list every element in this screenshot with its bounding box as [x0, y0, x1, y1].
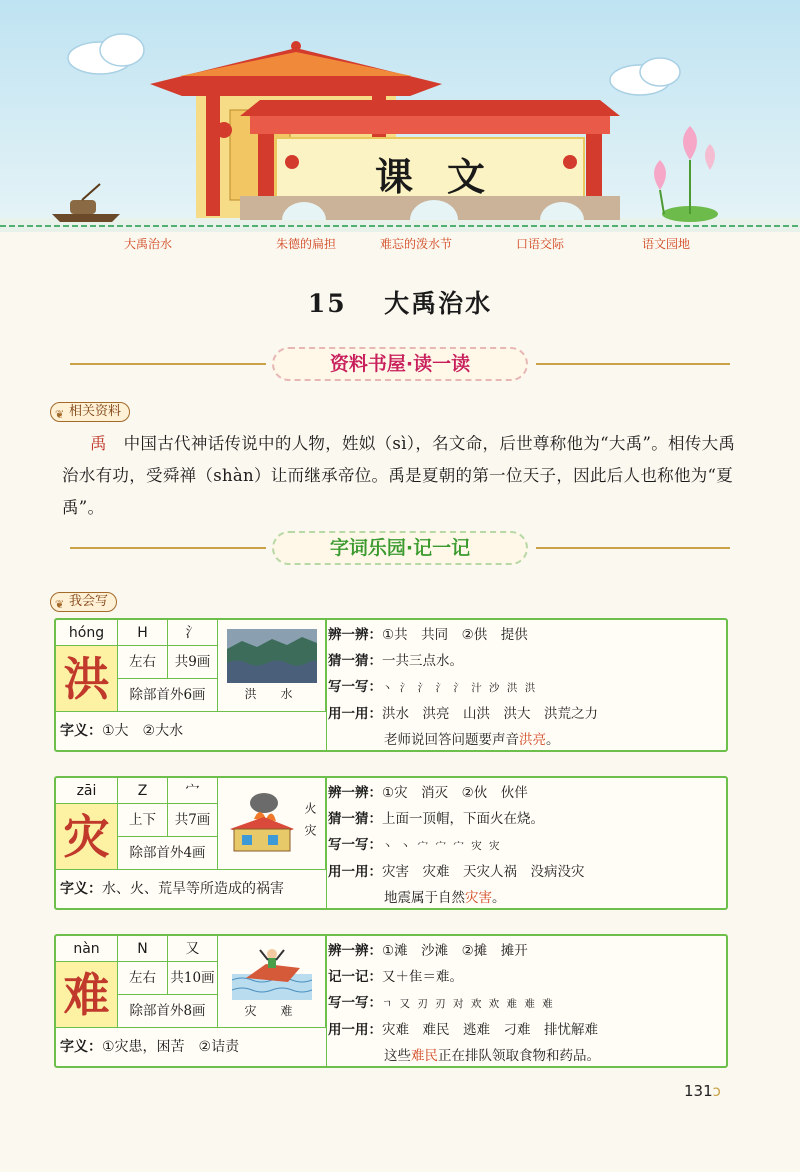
section-label: 资料书屋·读一读	[272, 347, 528, 381]
initial-letter: Z	[118, 778, 168, 804]
character: 洪	[56, 646, 118, 712]
extra-strokes: 除部首外4画	[118, 837, 218, 870]
meaning-text: ①灾患，困苦 ②诘责	[102, 1039, 240, 1055]
line-use: 用一用：灾害 灾难 天灾人祸 没病没灾	[328, 864, 585, 880]
nav-item-5[interactable]: 语文园地	[642, 237, 691, 251]
line-write: 写一写：ㄱ 又 刃 刃 对 欢 欢 难 难 难	[328, 995, 555, 1011]
line-riddle: 猜一猜：一共三点水。	[328, 653, 463, 669]
char-card-zai	[54, 776, 728, 910]
section-words	[70, 528, 730, 568]
pinyin: zāi	[56, 778, 118, 804]
illustration	[218, 778, 326, 870]
illustration	[218, 620, 326, 712]
swirl-icon: ↄ	[712, 1082, 721, 1100]
practice-lines	[328, 622, 726, 753]
character: 灾	[56, 804, 118, 870]
meaning	[56, 1030, 326, 1066]
example-sentence: 这些难民正在排队领取食物和药品。	[384, 1048, 600, 1064]
tag-label: 相关资料	[69, 404, 122, 419]
scroll-icon: ❦	[55, 408, 65, 421]
fire-house-icon	[224, 789, 298, 859]
extra-strokes: 除部首外8画	[118, 995, 218, 1028]
example-sentence: 地震属于自然灾害。	[384, 890, 506, 906]
banner-title: 课文	[374, 154, 519, 199]
example-sentence: 老师说回答问题要声音洪亮。	[384, 732, 560, 748]
practice-lines	[328, 780, 726, 911]
tag-label: 我会写	[69, 594, 109, 609]
structure: 上下	[118, 804, 168, 837]
radical: 又	[168, 936, 218, 962]
line-write: 写一写：丶 氵 氵 氵 氵 汁 沙 洪 洪	[328, 679, 538, 695]
page-number: 131ↄ	[684, 1082, 721, 1100]
character: 难	[56, 962, 118, 1028]
meaning-text: ①大 ②大水	[102, 723, 184, 739]
char-card-nan	[54, 934, 728, 1068]
tag-related-info	[50, 402, 130, 422]
initial-letter: H	[118, 620, 168, 646]
lesson-title	[0, 284, 800, 320]
divider	[536, 363, 730, 365]
nav-item-2[interactable]: 朱德的扁担	[276, 237, 337, 251]
char-card-hong	[54, 618, 728, 752]
lesson-number: 15	[307, 289, 347, 318]
flood-icon	[227, 629, 317, 683]
line-compare: 辨一辨：①滩 沙滩 ②摊 摊开	[328, 943, 528, 959]
picture-label: 火灾	[303, 801, 317, 846]
pinyin: nàn	[56, 936, 118, 962]
paragraph-term: 禹	[90, 434, 107, 453]
info-paragraph	[62, 428, 742, 524]
flooded-house-icon	[232, 944, 312, 1000]
pinyin: hóng	[56, 620, 118, 646]
meaning	[56, 714, 326, 750]
radical: 氵	[168, 620, 218, 646]
picture-label: 灾 难	[244, 1004, 299, 1018]
practice-lines	[328, 938, 726, 1069]
nav-item-4[interactable]: 口语交际	[516, 237, 565, 251]
lesson-banner	[0, 0, 800, 232]
line-memorize: 记一记：又＋隹＝难。	[328, 969, 463, 985]
structure: 左右	[118, 646, 168, 679]
paragraph-text: 中国古代神话传说中的人物，姓姒（sì），名文命，后世尊称他为“大禹”。相传大禹治水有功，受舜禅（shàn）让而继承帝位。禹是夏朝的第一位天子，因此后人也称他为“夏禹”。	[62, 434, 736, 517]
unit-nav	[0, 235, 800, 257]
tag-can-write	[50, 592, 117, 612]
divider	[326, 936, 327, 1066]
stroke-count: 共9画	[168, 646, 218, 679]
meaning-label: 字义：	[60, 723, 102, 739]
nav-item-1[interactable]: 大禹治水	[124, 237, 173, 251]
line-compare: 辨一辨：①灾 消灭 ②伙 伙伴	[328, 785, 528, 801]
divider	[326, 778, 327, 908]
line-riddle: 猜一猜：上面一顶帽，下面火在烧。	[328, 811, 544, 827]
structure: 左右	[118, 962, 168, 995]
extra-strokes: 除部首外6画	[118, 679, 218, 712]
scroll-icon: ❦	[55, 598, 65, 611]
picture-label: 洪 水	[244, 687, 299, 701]
section-reading	[70, 344, 730, 384]
divider	[70, 547, 266, 549]
illustration	[218, 936, 326, 1028]
meaning	[56, 872, 326, 908]
line-use: 用一用：灾难 难民 逃难 刁难 排忧解难	[328, 1022, 598, 1038]
radical: 宀	[168, 778, 218, 804]
line-compare: 辨一辨：①共 共同 ②供 提供	[328, 627, 528, 643]
lesson-name: 大禹治水	[384, 289, 493, 318]
meaning-label: 字义：	[60, 881, 102, 897]
initial-letter: N	[118, 936, 168, 962]
divider	[70, 363, 266, 365]
stroke-count: 共10画	[168, 962, 218, 995]
meaning-text: 水、火、荒旱等所造成的祸害	[102, 881, 284, 897]
meaning-label: 字义：	[60, 1039, 102, 1055]
section-label: 字词乐园·记一记	[272, 531, 528, 565]
nav-item-3[interactable]: 难忘的泼水节	[380, 237, 453, 251]
divider	[326, 620, 327, 750]
line-use: 用一用：洪水 洪亮 山洪 洪大 洪荒之力	[328, 706, 598, 722]
stroke-count: 共7画	[168, 804, 218, 837]
line-write: 写一写：丶 丶 宀 宀 宀 灾 灾	[328, 837, 502, 853]
divider	[536, 547, 730, 549]
